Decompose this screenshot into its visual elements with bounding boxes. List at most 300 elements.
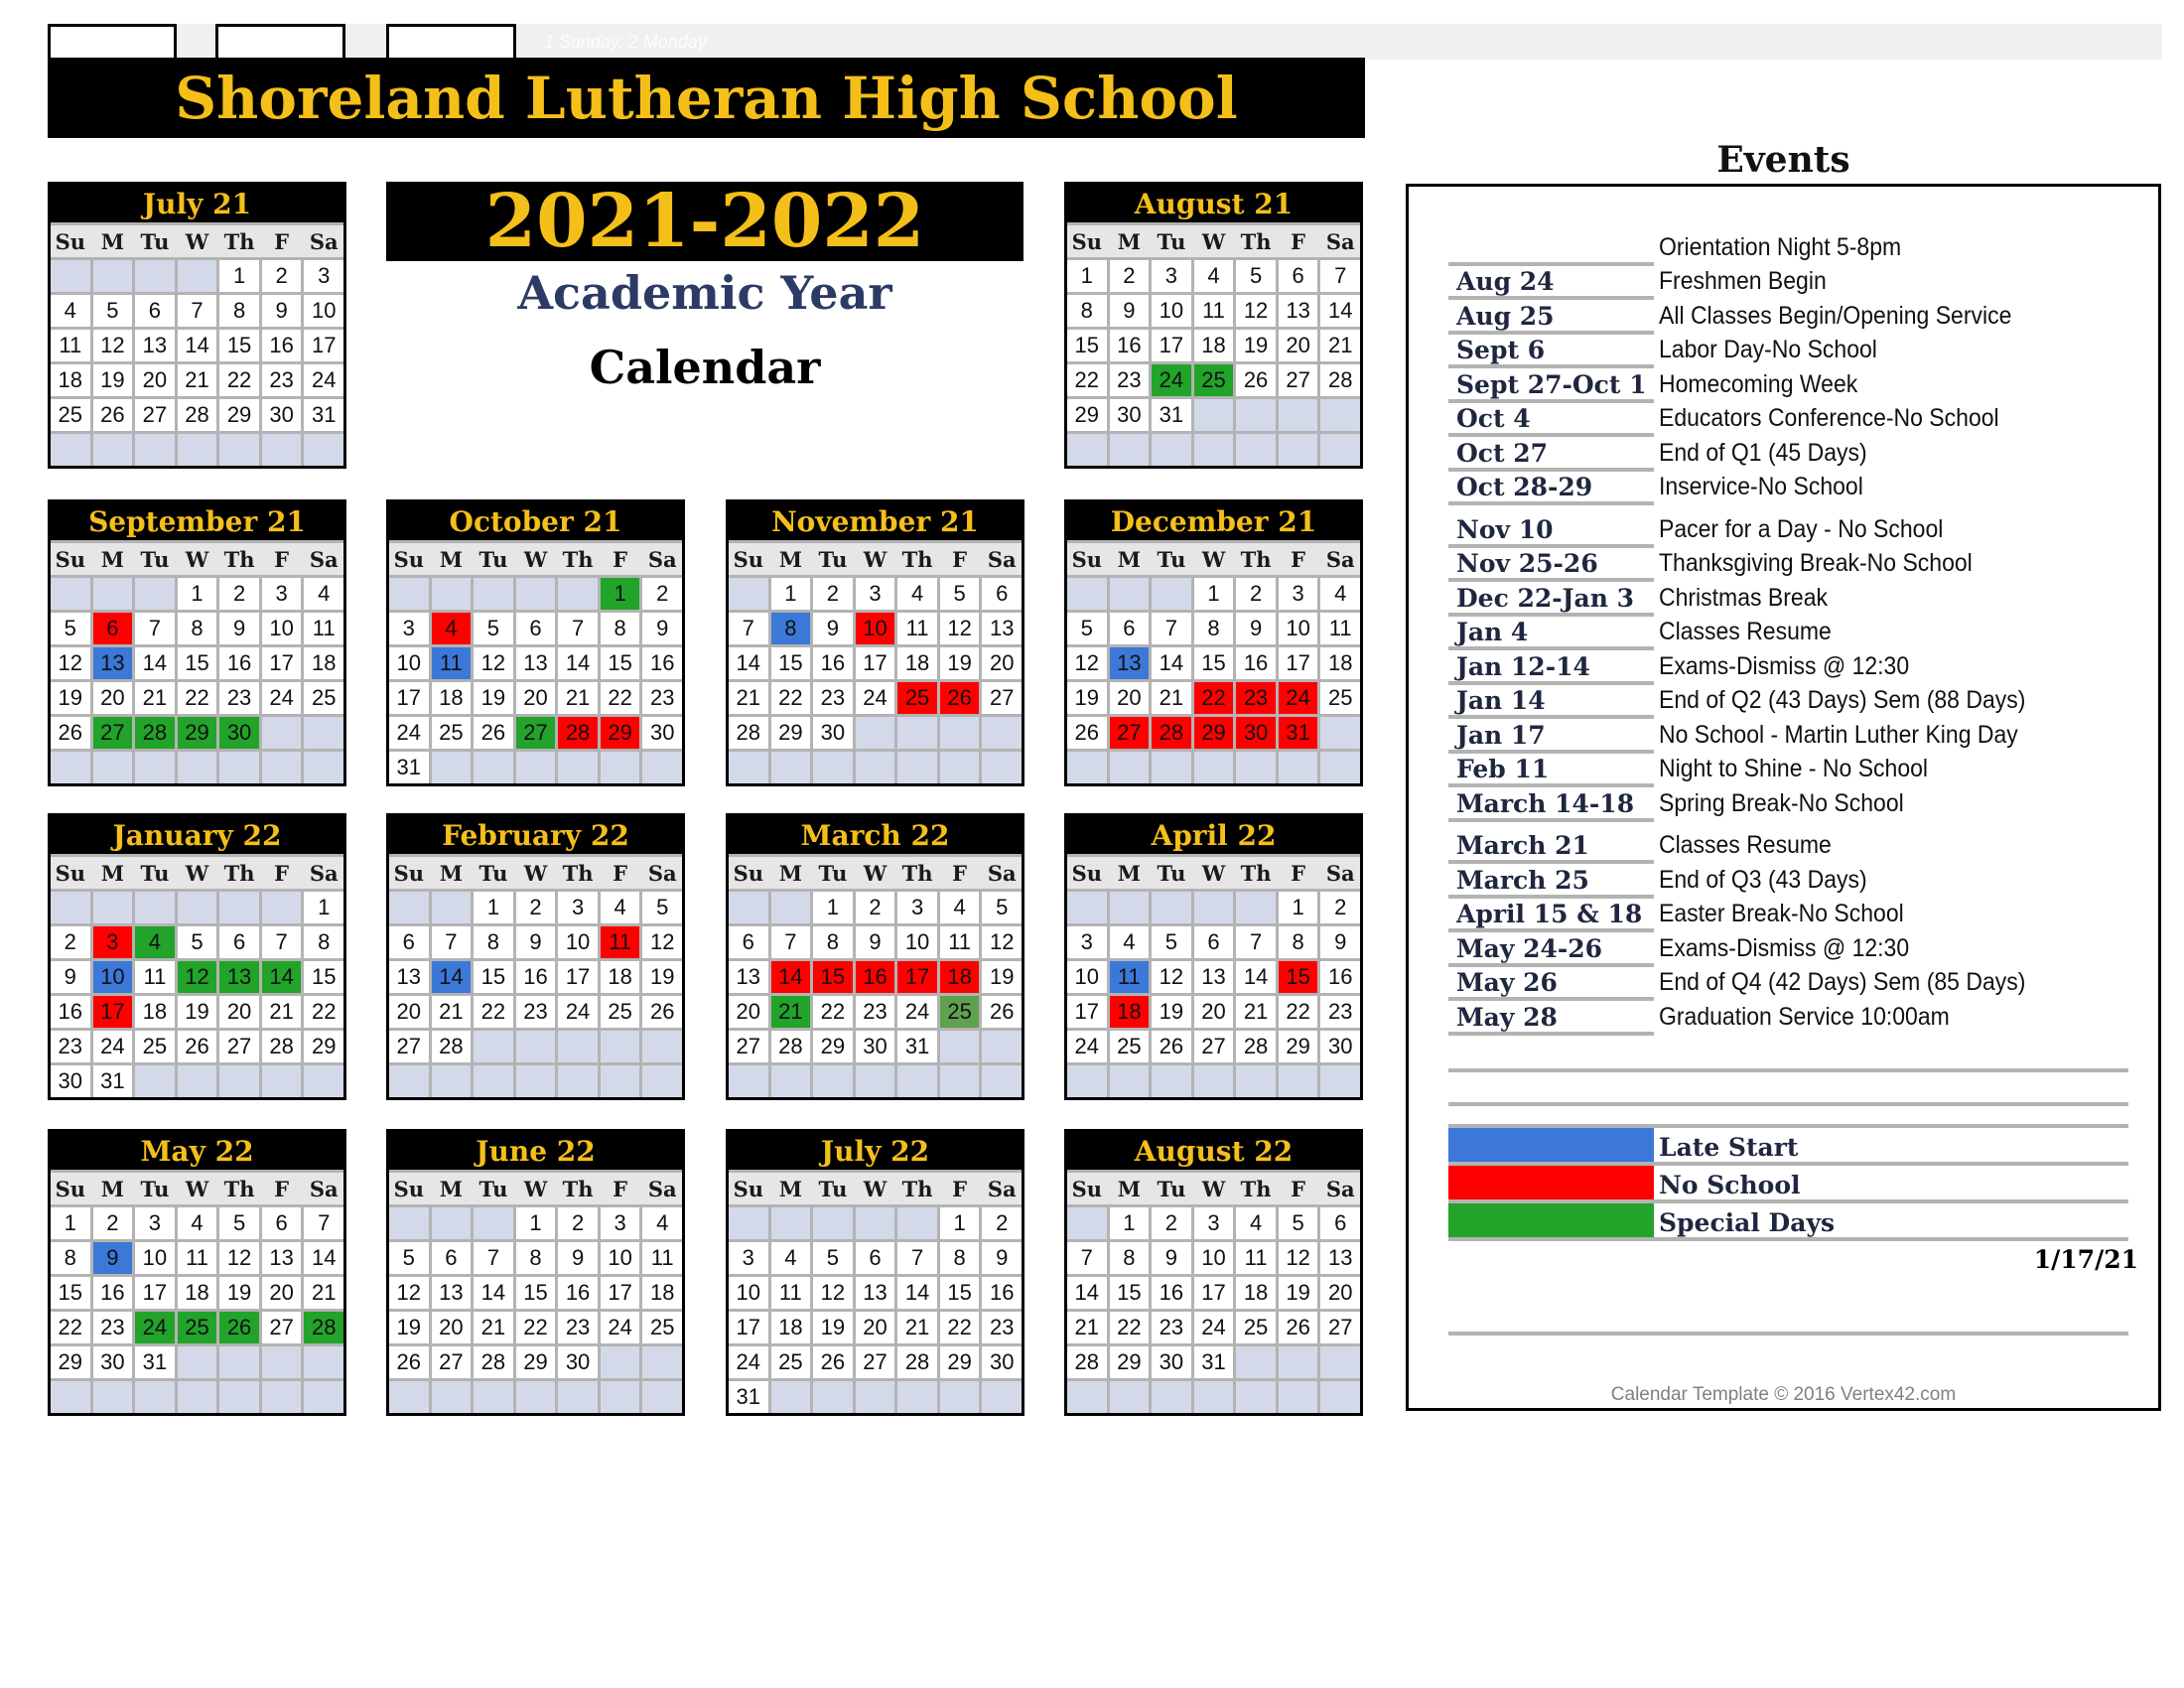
- day-cell[interactable]: 24: [262, 682, 302, 714]
- day-cell[interactable]: 4: [897, 578, 937, 610]
- day-cell[interactable]: 14: [897, 1277, 937, 1309]
- day-cell[interactable]: 22: [474, 996, 513, 1028]
- day-cell[interactable]: 28: [1067, 1346, 1107, 1378]
- day-cell[interactable]: 17: [135, 1277, 175, 1309]
- day-cell[interactable]: 23: [813, 682, 853, 714]
- day-cell[interactable]: 30: [642, 717, 682, 749]
- day-cell[interactable]: 5: [940, 578, 980, 610]
- day-cell[interactable]: 27: [1279, 364, 1318, 396]
- day-cell[interactable]: 23: [219, 682, 259, 714]
- day-cell[interactable]: 30: [51, 1065, 90, 1097]
- input-box-2[interactable]: [215, 24, 345, 58]
- day-cell[interactable]: 26: [940, 682, 980, 714]
- day-cell[interactable]: 18: [897, 647, 937, 679]
- day-cell[interactable]: 22: [304, 996, 343, 1028]
- day-cell[interactable]: 26: [642, 996, 682, 1028]
- day-cell[interactable]: 27: [432, 1346, 472, 1378]
- day-cell[interactable]: 18: [940, 961, 980, 993]
- day-cell[interactable]: 19: [1236, 330, 1276, 361]
- day-cell[interactable]: 21: [897, 1312, 937, 1343]
- day-cell[interactable]: 12: [940, 613, 980, 644]
- day-cell[interactable]: 22: [1110, 1312, 1150, 1343]
- day-cell[interactable]: 24: [856, 682, 895, 714]
- day-cell[interactable]: 21: [1152, 682, 1191, 714]
- day-cell[interactable]: 13: [219, 961, 259, 993]
- day-cell[interactable]: 9: [1152, 1242, 1191, 1274]
- day-cell[interactable]: 25: [1236, 1312, 1276, 1343]
- day-cell[interactable]: 24: [729, 1346, 768, 1378]
- day-cell[interactable]: 29: [51, 1346, 90, 1378]
- day-cell[interactable]: 5: [1279, 1207, 1318, 1239]
- day-cell[interactable]: 18: [432, 682, 472, 714]
- day-cell[interactable]: 8: [474, 926, 513, 958]
- day-cell[interactable]: 28: [771, 1031, 811, 1062]
- day-cell[interactable]: 5: [93, 295, 133, 327]
- day-cell[interactable]: 21: [178, 364, 217, 396]
- day-cell[interactable]: 25: [178, 1312, 217, 1343]
- day-cell[interactable]: 24: [304, 364, 343, 396]
- day-cell[interactable]: 19: [93, 364, 133, 396]
- day-cell[interactable]: 5: [1067, 613, 1107, 644]
- day-cell[interactable]: 25: [432, 717, 472, 749]
- day-cell[interactable]: 30: [1152, 1346, 1191, 1378]
- day-cell[interactable]: 5: [178, 926, 217, 958]
- day-cell[interactable]: 7: [771, 926, 811, 958]
- day-cell[interactable]: 29: [219, 399, 259, 431]
- day-cell[interactable]: 9: [982, 1242, 1022, 1274]
- day-cell[interactable]: 3: [1279, 578, 1318, 610]
- day-cell[interactable]: 11: [304, 613, 343, 644]
- day-cell[interactable]: 6: [856, 1242, 895, 1274]
- day-cell[interactable]: 15: [940, 1277, 980, 1309]
- day-cell[interactable]: 4: [771, 1242, 811, 1274]
- day-cell[interactable]: 23: [93, 1312, 133, 1343]
- day-cell[interactable]: 12: [178, 961, 217, 993]
- day-cell[interactable]: 30: [982, 1346, 1022, 1378]
- day-cell[interactable]: 4: [51, 295, 90, 327]
- day-cell[interactable]: 8: [1194, 613, 1234, 644]
- day-cell[interactable]: 10: [1152, 295, 1191, 327]
- day-cell[interactable]: 22: [51, 1312, 90, 1343]
- day-cell[interactable]: 30: [813, 717, 853, 749]
- day-cell[interactable]: 19: [813, 1312, 853, 1343]
- day-cell[interactable]: 2: [93, 1207, 133, 1239]
- day-cell[interactable]: 3: [601, 1207, 640, 1239]
- day-cell[interactable]: 16: [982, 1277, 1022, 1309]
- day-cell[interactable]: 1: [51, 1207, 90, 1239]
- day-cell[interactable]: 30: [558, 1346, 598, 1378]
- day-cell[interactable]: 10: [135, 1242, 175, 1274]
- day-cell[interactable]: 12: [982, 926, 1022, 958]
- day-cell[interactable]: 3: [1194, 1207, 1234, 1239]
- day-cell[interactable]: 6: [1194, 926, 1234, 958]
- day-cell[interactable]: 9: [93, 1242, 133, 1274]
- day-cell[interactable]: 16: [262, 330, 302, 361]
- day-cell[interactable]: 14: [178, 330, 217, 361]
- day-cell[interactable]: 30: [1110, 399, 1150, 431]
- day-cell[interactable]: 19: [474, 682, 513, 714]
- day-cell[interactable]: 8: [601, 613, 640, 644]
- day-cell[interactable]: 21: [304, 1277, 343, 1309]
- day-cell[interactable]: 5: [642, 892, 682, 923]
- day-cell[interactable]: 19: [219, 1277, 259, 1309]
- day-cell[interactable]: 15: [304, 961, 343, 993]
- day-cell[interactable]: 27: [729, 1031, 768, 1062]
- day-cell[interactable]: 21: [474, 1312, 513, 1343]
- day-cell[interactable]: 11: [897, 613, 937, 644]
- day-cell[interactable]: 31: [93, 1065, 133, 1097]
- day-cell[interactable]: 18: [642, 1277, 682, 1309]
- day-cell[interactable]: 17: [1194, 1277, 1234, 1309]
- day-cell[interactable]: 23: [642, 682, 682, 714]
- day-cell[interactable]: 9: [219, 613, 259, 644]
- day-cell[interactable]: 15: [1110, 1277, 1150, 1309]
- day-cell[interactable]: 7: [558, 613, 598, 644]
- day-cell[interactable]: 26: [51, 717, 90, 749]
- day-cell[interactable]: 27: [1110, 717, 1150, 749]
- day-cell[interactable]: 27: [389, 1031, 429, 1062]
- day-cell[interactable]: 7: [1152, 613, 1191, 644]
- day-cell[interactable]: 7: [1067, 1242, 1107, 1274]
- day-cell[interactable]: 19: [982, 961, 1022, 993]
- day-cell[interactable]: 4: [642, 1207, 682, 1239]
- day-cell[interactable]: 21: [135, 682, 175, 714]
- day-cell[interactable]: 27: [516, 717, 556, 749]
- day-cell[interactable]: 21: [1067, 1312, 1107, 1343]
- day-cell[interactable]: 19: [178, 996, 217, 1028]
- day-cell[interactable]: 8: [178, 613, 217, 644]
- day-cell[interactable]: 26: [1152, 1031, 1191, 1062]
- day-cell[interactable]: 2: [558, 1207, 598, 1239]
- day-cell[interactable]: 24: [135, 1312, 175, 1343]
- day-cell[interactable]: 12: [51, 647, 90, 679]
- day-cell[interactable]: 4: [432, 613, 472, 644]
- day-cell[interactable]: 25: [1194, 364, 1234, 396]
- day-cell[interactable]: 4: [1110, 926, 1150, 958]
- day-cell[interactable]: 13: [856, 1277, 895, 1309]
- day-cell[interactable]: 29: [601, 717, 640, 749]
- day-cell[interactable]: 17: [897, 961, 937, 993]
- day-cell[interactable]: 18: [304, 647, 343, 679]
- day-cell[interactable]: 3: [729, 1242, 768, 1274]
- day-cell[interactable]: 28: [558, 717, 598, 749]
- day-cell[interactable]: 1: [940, 1207, 980, 1239]
- day-cell[interactable]: 21: [262, 996, 302, 1028]
- day-cell[interactable]: 13: [432, 1277, 472, 1309]
- day-cell[interactable]: 6: [729, 926, 768, 958]
- day-cell[interactable]: 1: [601, 578, 640, 610]
- input-box-1[interactable]: [48, 24, 177, 58]
- day-cell[interactable]: 3: [1067, 926, 1107, 958]
- day-cell[interactable]: 1: [219, 260, 259, 292]
- day-cell[interactable]: 19: [1152, 996, 1191, 1028]
- day-cell[interactable]: 9: [558, 1242, 598, 1274]
- day-cell[interactable]: 28: [1152, 717, 1191, 749]
- day-cell[interactable]: 16: [642, 647, 682, 679]
- day-cell[interactable]: 17: [262, 647, 302, 679]
- day-cell[interactable]: 23: [982, 1312, 1022, 1343]
- day-cell[interactable]: 11: [135, 961, 175, 993]
- day-cell[interactable]: 29: [178, 717, 217, 749]
- day-cell[interactable]: 15: [601, 647, 640, 679]
- day-cell[interactable]: 28: [262, 1031, 302, 1062]
- day-cell[interactable]: 15: [1067, 330, 1107, 361]
- day-cell[interactable]: 4: [1320, 578, 1360, 610]
- day-cell[interactable]: 30: [93, 1346, 133, 1378]
- day-cell[interactable]: 10: [729, 1277, 768, 1309]
- day-cell[interactable]: 8: [1110, 1242, 1150, 1274]
- day-cell[interactable]: 12: [93, 330, 133, 361]
- day-cell[interactable]: 7: [304, 1207, 343, 1239]
- day-cell[interactable]: 13: [1194, 961, 1234, 993]
- day-cell[interactable]: 26: [93, 399, 133, 431]
- day-cell[interactable]: 9: [51, 961, 90, 993]
- day-cell[interactable]: 26: [389, 1346, 429, 1378]
- day-cell[interactable]: 16: [93, 1277, 133, 1309]
- day-cell[interactable]: 7: [729, 613, 768, 644]
- day-cell[interactable]: 17: [304, 330, 343, 361]
- day-cell[interactable]: 3: [135, 1207, 175, 1239]
- day-cell[interactable]: 12: [474, 647, 513, 679]
- day-cell[interactable]: 21: [558, 682, 598, 714]
- day-cell[interactable]: 19: [940, 647, 980, 679]
- day-cell[interactable]: 2: [1320, 892, 1360, 923]
- day-cell[interactable]: 17: [729, 1312, 768, 1343]
- day-cell[interactable]: 8: [771, 613, 811, 644]
- day-cell[interactable]: 14: [1067, 1277, 1107, 1309]
- day-cell[interactable]: 8: [304, 926, 343, 958]
- day-cell[interactable]: 14: [1152, 647, 1191, 679]
- day-cell[interactable]: 12: [813, 1277, 853, 1309]
- day-cell[interactable]: 11: [51, 330, 90, 361]
- day-cell[interactable]: 22: [1279, 996, 1318, 1028]
- day-cell[interactable]: 12: [219, 1242, 259, 1274]
- day-cell[interactable]: 20: [982, 647, 1022, 679]
- day-cell[interactable]: 10: [558, 926, 598, 958]
- day-cell[interactable]: 7: [135, 613, 175, 644]
- day-cell[interactable]: 2: [1152, 1207, 1191, 1239]
- day-cell[interactable]: 22: [1194, 682, 1234, 714]
- day-cell[interactable]: 25: [642, 1312, 682, 1343]
- day-cell[interactable]: 27: [262, 1312, 302, 1343]
- day-cell[interactable]: 20: [516, 682, 556, 714]
- day-cell[interactable]: 2: [1236, 578, 1276, 610]
- day-cell[interactable]: 13: [135, 330, 175, 361]
- day-cell[interactable]: 2: [1110, 260, 1150, 292]
- day-cell[interactable]: 3: [262, 578, 302, 610]
- day-cell[interactable]: 20: [93, 682, 133, 714]
- day-cell[interactable]: 23: [1236, 682, 1276, 714]
- day-cell[interactable]: 28: [897, 1346, 937, 1378]
- day-cell[interactable]: 22: [178, 682, 217, 714]
- day-cell[interactable]: 14: [771, 961, 811, 993]
- day-cell[interactable]: 11: [432, 647, 472, 679]
- day-cell[interactable]: 29: [1279, 1031, 1318, 1062]
- day-cell[interactable]: 5: [219, 1207, 259, 1239]
- day-cell[interactable]: 10: [856, 613, 895, 644]
- day-cell[interactable]: 28: [432, 1031, 472, 1062]
- day-cell[interactable]: 29: [516, 1346, 556, 1378]
- day-cell[interactable]: 1: [178, 578, 217, 610]
- day-cell[interactable]: 2: [516, 892, 556, 923]
- day-cell[interactable]: 28: [1320, 364, 1360, 396]
- day-cell[interactable]: 6: [135, 295, 175, 327]
- input-box-3[interactable]: [386, 24, 516, 58]
- day-cell[interactable]: 6: [262, 1207, 302, 1239]
- day-cell[interactable]: 24: [1194, 1312, 1234, 1343]
- day-cell[interactable]: 9: [1110, 295, 1150, 327]
- day-cell[interactable]: 29: [1067, 399, 1107, 431]
- day-cell[interactable]: 27: [93, 717, 133, 749]
- day-cell[interactable]: 13: [516, 647, 556, 679]
- day-cell[interactable]: 10: [1279, 613, 1318, 644]
- day-cell[interactable]: 19: [389, 1312, 429, 1343]
- day-cell[interactable]: 7: [432, 926, 472, 958]
- day-cell[interactable]: 18: [1110, 996, 1150, 1028]
- day-cell[interactable]: 7: [897, 1242, 937, 1274]
- day-cell[interactable]: 20: [729, 996, 768, 1028]
- day-cell[interactable]: 17: [1067, 996, 1107, 1028]
- day-cell[interactable]: 3: [93, 926, 133, 958]
- day-cell[interactable]: 12: [1152, 961, 1191, 993]
- day-cell[interactable]: 6: [432, 1242, 472, 1274]
- day-cell[interactable]: 1: [1067, 260, 1107, 292]
- day-cell[interactable]: 18: [178, 1277, 217, 1309]
- day-cell[interactable]: 6: [389, 926, 429, 958]
- day-cell[interactable]: 18: [1194, 330, 1234, 361]
- day-cell[interactable]: 16: [1320, 961, 1360, 993]
- day-cell[interactable]: 17: [601, 1277, 640, 1309]
- day-cell[interactable]: 9: [642, 613, 682, 644]
- day-cell[interactable]: 15: [51, 1277, 90, 1309]
- day-cell[interactable]: 30: [856, 1031, 895, 1062]
- day-cell[interactable]: 1: [1110, 1207, 1150, 1239]
- day-cell[interactable]: 27: [1194, 1031, 1234, 1062]
- day-cell[interactable]: 3: [897, 892, 937, 923]
- day-cell[interactable]: 24: [558, 996, 598, 1028]
- day-cell[interactable]: 13: [262, 1242, 302, 1274]
- day-cell[interactable]: 4: [940, 892, 980, 923]
- day-cell[interactable]: 15: [219, 330, 259, 361]
- day-cell[interactable]: 20: [219, 996, 259, 1028]
- day-cell[interactable]: 14: [558, 647, 598, 679]
- day-cell[interactable]: 10: [304, 295, 343, 327]
- day-cell[interactable]: 6: [93, 613, 133, 644]
- day-cell[interactable]: 22: [516, 1312, 556, 1343]
- day-cell[interactable]: 8: [219, 295, 259, 327]
- day-cell[interactable]: 15: [1194, 647, 1234, 679]
- day-cell[interactable]: 17: [93, 996, 133, 1028]
- day-cell[interactable]: 26: [982, 996, 1022, 1028]
- day-cell[interactable]: 23: [1152, 1312, 1191, 1343]
- day-cell[interactable]: 4: [601, 892, 640, 923]
- day-cell[interactable]: 28: [178, 399, 217, 431]
- day-cell[interactable]: 26: [474, 717, 513, 749]
- day-cell[interactable]: 27: [856, 1346, 895, 1378]
- day-cell[interactable]: 15: [178, 647, 217, 679]
- day-cell[interactable]: 21: [1320, 330, 1360, 361]
- day-cell[interactable]: 30: [1320, 1031, 1360, 1062]
- day-cell[interactable]: 13: [1320, 1242, 1360, 1274]
- day-cell[interactable]: 5: [813, 1242, 853, 1274]
- day-cell[interactable]: 13: [729, 961, 768, 993]
- day-cell[interactable]: 28: [135, 717, 175, 749]
- day-cell[interactable]: 8: [940, 1242, 980, 1274]
- day-cell[interactable]: 29: [304, 1031, 343, 1062]
- day-cell[interactable]: 6: [1320, 1207, 1360, 1239]
- day-cell[interactable]: 10: [389, 647, 429, 679]
- day-cell[interactable]: 9: [1320, 926, 1360, 958]
- day-cell[interactable]: 8: [813, 926, 853, 958]
- day-cell[interactable]: 13: [93, 647, 133, 679]
- day-cell[interactable]: 23: [516, 996, 556, 1028]
- day-cell[interactable]: 27: [135, 399, 175, 431]
- day-cell[interactable]: 20: [389, 996, 429, 1028]
- day-cell[interactable]: 27: [982, 682, 1022, 714]
- day-cell[interactable]: 23: [51, 1031, 90, 1062]
- day-cell[interactable]: 16: [856, 961, 895, 993]
- day-cell[interactable]: 18: [771, 1312, 811, 1343]
- day-cell[interactable]: 25: [304, 682, 343, 714]
- day-cell[interactable]: 9: [262, 295, 302, 327]
- day-cell[interactable]: 14: [1236, 961, 1276, 993]
- day-cell[interactable]: 3: [304, 260, 343, 292]
- day-cell[interactable]: 1: [1194, 578, 1234, 610]
- day-cell[interactable]: 13: [1279, 295, 1318, 327]
- day-cell[interactable]: 25: [601, 996, 640, 1028]
- day-cell[interactable]: 13: [1110, 647, 1150, 679]
- day-cell[interactable]: 14: [729, 647, 768, 679]
- day-cell[interactable]: 23: [1110, 364, 1150, 396]
- day-cell[interactable]: 8: [51, 1242, 90, 1274]
- day-cell[interactable]: 22: [940, 1312, 980, 1343]
- day-cell[interactable]: 28: [304, 1312, 343, 1343]
- day-cell[interactable]: 5: [389, 1242, 429, 1274]
- day-cell[interactable]: 5: [1152, 926, 1191, 958]
- day-cell[interactable]: 11: [601, 926, 640, 958]
- day-cell[interactable]: 14: [474, 1277, 513, 1309]
- day-cell[interactable]: 15: [1279, 961, 1318, 993]
- day-cell[interactable]: 22: [813, 996, 853, 1028]
- day-cell[interactable]: 15: [771, 647, 811, 679]
- day-cell[interactable]: 10: [897, 926, 937, 958]
- day-cell[interactable]: 28: [729, 717, 768, 749]
- day-cell[interactable]: 31: [729, 1381, 768, 1413]
- day-cell[interactable]: 11: [1194, 295, 1234, 327]
- day-cell[interactable]: 1: [813, 892, 853, 923]
- day-cell[interactable]: 17: [1279, 647, 1318, 679]
- day-cell[interactable]: 30: [1236, 717, 1276, 749]
- day-cell[interactable]: 1: [1279, 892, 1318, 923]
- day-cell[interactable]: 21: [729, 682, 768, 714]
- day-cell[interactable]: 6: [516, 613, 556, 644]
- day-cell[interactable]: 9: [813, 613, 853, 644]
- day-cell[interactable]: 21: [771, 996, 811, 1028]
- day-cell[interactable]: 24: [389, 717, 429, 749]
- day-cell[interactable]: 14: [262, 961, 302, 993]
- day-cell[interactable]: 7: [178, 295, 217, 327]
- day-cell[interactable]: 24: [93, 1031, 133, 1062]
- day-cell[interactable]: 24: [1067, 1031, 1107, 1062]
- day-cell[interactable]: 10: [1194, 1242, 1234, 1274]
- day-cell[interactable]: 26: [1236, 364, 1276, 396]
- day-cell[interactable]: 22: [771, 682, 811, 714]
- day-cell[interactable]: 18: [1320, 647, 1360, 679]
- day-cell[interactable]: 31: [135, 1346, 175, 1378]
- day-cell[interactable]: 6: [1279, 260, 1318, 292]
- day-cell[interactable]: 25: [771, 1346, 811, 1378]
- day-cell[interactable]: 24: [897, 996, 937, 1028]
